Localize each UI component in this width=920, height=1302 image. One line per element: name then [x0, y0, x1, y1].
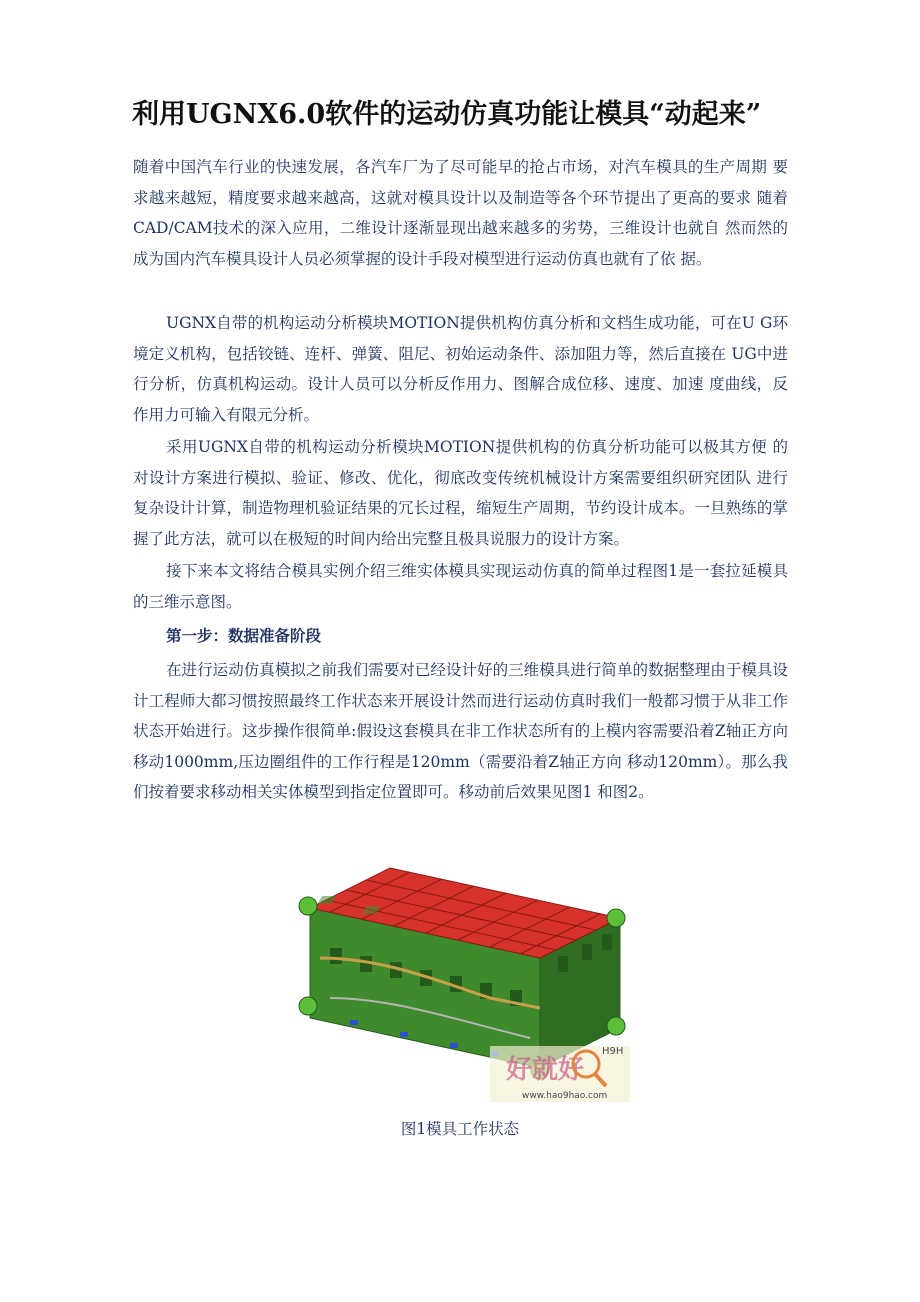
paragraph-2: UGNX自带的机构运动分析模块MOTION提供机构仿真分析和文档生成功能，可在U G环境定义机构，包括铰链、连杆、弹簧、阻尼、初始运动条件、添加阻力等，然后直接在 UG中进行分析，仿真机构运动。设计人员可以分析反作用力、图解合成位移、速度、加速 度曲线，反作用力可输入有限元分析。 — [133, 314, 788, 424]
paragraph-1: 随着中国汽车行业的快速发展，各汽车厂为了尽可能早的抢占市场，对汽车模具的生产周期 要求越来越短，精度要求越来越高，这就对模具设计以及制造等各个环节提出了更高的要求 随着CAD/CAM技术的深入应用，二维设计逐渐显现出越来越多的劣势，三维设计也就自 然而然的成为国内汽车模具设计人员必须掌握的设计手段对模型进行运动仿真也就有了依 据。 — [133, 158, 788, 268]
svg-text:H9H: H9H — [602, 1046, 624, 1057]
svg-text:好就好: 好就好 — [506, 1055, 585, 1085]
paragraph-4: 接下来本文将结合模具实例介绍三维实体模具实现运动仿真的简单过程图1是一套拉延模具的三维示意图。 — [133, 562, 788, 611]
step-heading: 第一步：数据准备阶段 — [166, 626, 322, 645]
watermark — [490, 1046, 630, 1102]
document-title: 利用UGNX6.0软件的运动仿真功能让模具“动起来” — [132, 99, 762, 130]
figure-caption: 图1模具工作状态 — [400, 1120, 520, 1138]
mold-figure — [290, 848, 632, 1106]
svg-text:www.hao9hao.com: www.hao9hao.com — [522, 1091, 608, 1101]
mold-illustration — [290, 848, 632, 1106]
step-paragraph: 在进行运动仿真模拟之前我们需要对已经设计好的三维模具进行简单的数据整理由于模具设计工程师大都习惯按照最终工作状态来开展设计然而进行运动仿真时我们一般都习惯于从非工作状态开始进行。这步操作很简单:假设这套模具在非工作状态所有的上模内容需要沿着Z轴正方向移动1000mm,压边圈组件的工作行程是120mm（需要沿着Z轴正方向 移动120mm）。那么我们按着要求移动相关实体模型到指定位置即可。移动前后效果见图1 和图2。 — [133, 661, 788, 801]
paragraph-3: 采用UGNX自带的机构运动分析模块MOTION提供机构的仿真分析功能可以极其方便 的对设计方案进行模拟、验证、修改、优化，彻底改变传统机械设计方案需要组织研究团队 进行复杂设计计算，制造物理机验证结果的冗长过程，缩短生产周期，节约设计成本。一旦熟练的掌握了此方法，就可以在极短的时间内给出完整且极具说服力的设计方案。 — [133, 438, 788, 548]
